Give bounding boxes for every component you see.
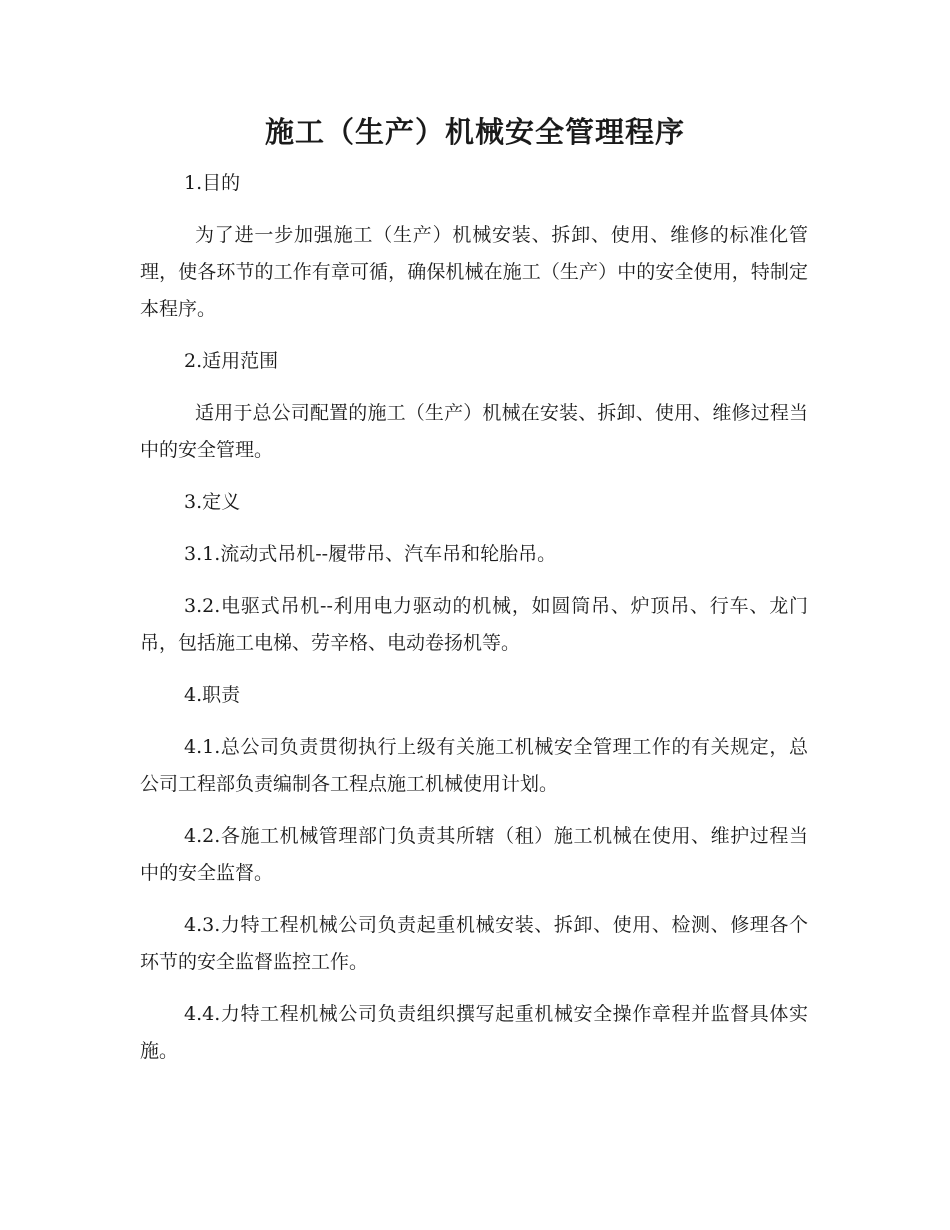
responsibility-item-4-2: 4.2.各施工机械管理部门负责其所辖（租）施工机械在使用、维护过程当中的安全监督。 <box>140 825 808 884</box>
responsibility-item-4-4: 4.4.力特工程机械公司负责组织撰写起重机械安全操作章程并监督具体实施。 <box>140 1003 808 1062</box>
responsibility-item-4-1: 4.1.总公司负责贯彻执行上级有关施工机械安全管理工作的有关规定，总公司工程部负责编制各工程点施工机械使用计划。 <box>140 736 808 795</box>
document-title: 施工（生产）机械安全管理程序 <box>264 115 685 149</box>
definition-item-3-1: 3.1.流动式吊机--履带吊、汽车吊和轮胎吊。 <box>184 543 557 565</box>
responsibility-item-4-3: 4.3.力特工程机械公司负责起重机械安装、拆卸、使用、检测、修理各个环节的安全监督监控工作。 <box>140 914 808 973</box>
definition-item-3-2: 3.2.电驱式吊机--利用电力驱动的机械，如圆筒吊、炉顶吊、行车、龙门吊，包括施工电梯、劳辛格、电动卷扬机等。 <box>140 595 808 654</box>
section-paragraph-purpose: 为了进一步加强施工（生产）机械安装、拆卸、使用、维修的标准化管理，使各环节的工作有章可循，确保机械在施工（生产）中的安全使用，特制定本程序。 <box>140 224 808 320</box>
section-heading-responsibilities: 4.职责 <box>184 684 241 706</box>
section-heading-scope: 2.适用范围 <box>184 350 279 372</box>
document-body <box>140 165 808 1085</box>
section-heading-definitions: 3.定义 <box>184 491 241 513</box>
section-heading-purpose: 1.目的 <box>184 172 241 194</box>
section-paragraph-scope: 适用于总公司配置的施工（生产）机械在安装、拆卸、使用、维修过程当中的安全管理。 <box>140 402 808 461</box>
